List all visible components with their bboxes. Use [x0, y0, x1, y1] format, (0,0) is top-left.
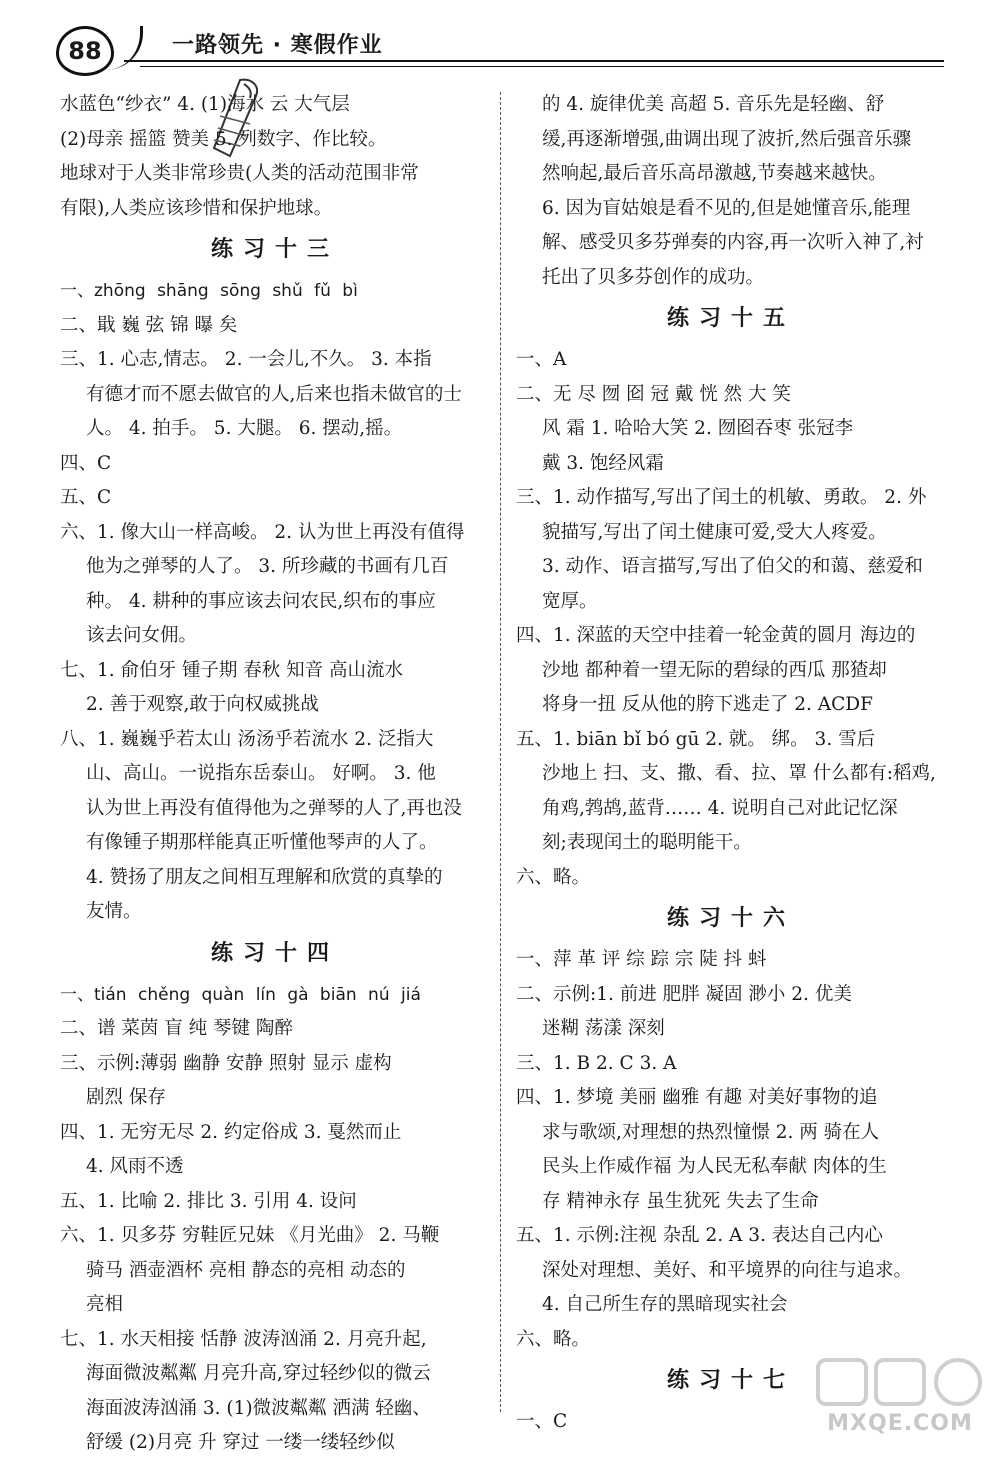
watermark-text: MXQE.COM: [827, 1411, 973, 1436]
answer-line: 二、戢 巍 弦 锦 曝 矣: [60, 314, 238, 336]
answer-line: 6. 因为盲姑娘是看不见的,但是她懂音乐,能理: [542, 197, 911, 219]
answer-line: 一、萍 革 评 综 踪 宗 陡 抖 蚪: [516, 949, 767, 970]
answer-line: 种。 4. 耕种的事应该去问农民,织布的事应: [86, 590, 436, 612]
answer-line: 迷糊 荡漾 深刻: [542, 1018, 665, 1039]
site-watermark: [810, 1352, 990, 1438]
answer-line: 该去问女佣。: [86, 625, 198, 646]
answer-line: 剧烈 保存: [86, 1087, 166, 1108]
answer-line: 二、谱 菜茵 盲 纯 琴键 陶醉: [60, 1018, 293, 1039]
answer-line: 求与歌颂,对理想的热烈憧憬 2. 两 骑在人: [542, 1121, 880, 1143]
answer-line: 缓,再逐渐增强,曲调出现了波折,然后强音乐骤: [542, 128, 912, 150]
answer-line: 地球对于人类非常珍贵(人类的活动范围非常: [60, 163, 419, 184]
answer-line: 沙地上 扫、支、撒、看、拉、罩 什么都有:稻鸡,: [542, 763, 936, 784]
answer-line: 二、无 尽 囫 囵 冠 戴 恍 然 大 笑: [516, 383, 791, 405]
answer-line: 六、1. 贝多芬 穷鞋匠兄妹 《月光曲》 2. 马鞭: [60, 1225, 440, 1246]
header-rule: [124, 60, 944, 62]
page-number-badge: [56, 26, 114, 76]
answer-line: 将身一扭 反从他的胯下逃走了 2. ACDF: [542, 694, 873, 715]
answer-line: 托出了贝多芬创作的成功。: [542, 266, 765, 288]
answer-line: 存 精神永存 虽生犹死 失去了生命: [542, 1190, 819, 1212]
answer-line: 三、1. 心志,情志。 2. 一会儿,不久。 3. 本指: [60, 349, 432, 370]
answer-line: 3. 动作、语言描写,写出了伯父的和蔼、慈爱和: [542, 556, 923, 577]
answer-line: 六、略。: [516, 1328, 591, 1350]
answer-line: 有限),人类应该珍惜和保护地球。: [60, 197, 333, 219]
answer-line: 认为世上再没有值得他为之弹琴的人了,再也没: [86, 797, 462, 819]
answer-line: 4. 风雨不透: [86, 1156, 184, 1177]
answer-line: 4. 自己所生存的黑暗现实社会: [542, 1294, 788, 1315]
answer-line: 刻;表现闰土的聪明能干。: [542, 832, 752, 853]
book-title: 一路领先 · 寒假作业: [172, 33, 383, 58]
header-rule-thin: [140, 66, 944, 67]
section-title-16: 练习十六: [666, 906, 795, 931]
answer-line: 舒缓 (2)月亮 升 穿过 一缕一缕轻纱似: [86, 1432, 395, 1453]
answer-line: 五、1. 比喻 2. 排比 3. 引用 4. 设问: [60, 1190, 357, 1212]
answer-line: 友情。: [86, 901, 142, 922]
answer-line: 风 霜 1. 哈哈大笑 2. 囫囵吞枣 张冠李: [542, 418, 854, 439]
answer-line: 沙地 都种着一望无际的碧绿的西瓜 那猹却: [542, 659, 887, 681]
answer-line: 五、C: [60, 487, 112, 508]
section-title-14: 练习十四: [210, 940, 339, 966]
answer-line: 戴 3. 饱经风霜: [542, 452, 664, 474]
answer-line: (2)母亲 摇篮 赞美 5. 列数字、作比较。: [60, 128, 387, 150]
answer-line: 五、1. 示例:注视 杂乱 2. A 3. 表达自己内心: [516, 1225, 883, 1246]
answer-line: 深处对理想、美好、和平境界的向往与追求。: [542, 1259, 913, 1281]
watermark-logo-icon: [810, 1352, 990, 1412]
answer-line: 三、1. B 2. C 3. A: [516, 1052, 677, 1074]
answer-line: 他为之弹琴的人了。 3. 所珍藏的书画有几百: [86, 556, 449, 577]
answer-line: 四、1. 无穷无尽 2. 约定俗成 3. 戛然而止: [60, 1121, 402, 1143]
page-header: [44, 18, 944, 78]
answer-line: 七、1. 水天相接 恬静 波涛汹涌 2. 月亮升起,: [60, 1328, 427, 1350]
answer-line: 山、高山。一说指东岳泰山。 好啊。 3. 他: [86, 763, 436, 784]
answer-line: 三、1. 动作描写,写出了闰土的机敏、勇敢。 2. 外: [516, 487, 927, 508]
answer-line: 一、zhōng shāng sōng shǔ fǔ bì: [60, 281, 358, 301]
section-title-17: 练习十七: [666, 1368, 795, 1393]
section-title-15: 练习十五: [666, 306, 795, 331]
answer-line: 七、1. 俞伯牙 锺子期 春秋 知音 高山流水: [60, 659, 404, 681]
answer-line: 2. 善于观察,敢于向权威挑战: [86, 694, 319, 715]
answer-line: 4. 赞扬了朋友之间相互理解和欣赏的真挚的: [86, 866, 443, 888]
answer-line: 骑马 酒壶酒杯 亮相 静态的亮相 动态的: [86, 1259, 406, 1281]
answer-line: 六、1. 像大山一样高峻。 2. 认为世上再没有值得: [60, 521, 465, 543]
answer-line: 一、A: [516, 349, 567, 370]
answer-line: 四、C: [60, 452, 112, 474]
answer-line: 二、示例:1. 前进 肥胖 凝固 渺小 2. 优美: [516, 983, 852, 1005]
column-divider: [500, 92, 501, 1412]
answer-line: 亮相: [86, 1294, 124, 1315]
section-title-13: 练习十三: [210, 237, 339, 262]
answer-line: 貌描写,写出了闰土健康可爱,受大人疼爱。: [542, 521, 887, 543]
answer-line: 四、1. 深蓝的天空中挂着一轮金黄的圆月 海边的: [516, 625, 916, 646]
answer-line: 五、1. biān bǐ bó gū 2. 就。 绑。 3. 雪后: [516, 728, 876, 750]
page-number: 88: [68, 37, 102, 65]
answer-line: 角鸡,鹁鸪,蓝背…… 4. 说明自己对此记忆深: [542, 797, 898, 819]
answer-line: 宽厚。: [542, 590, 598, 612]
left-column: [60, 88, 490, 1453]
answer-line: 四、1. 梦境 美丽 幽雅 有趣 对美好事物的追: [516, 1087, 878, 1108]
answer-line: 人。 4. 拍手。 5. 大腿。 6. 摆动,摇。: [86, 418, 403, 439]
answer-line: 有德才而不愿去做官的人,后来也指未做官的士: [86, 383, 462, 405]
answer-line: 然响起,最后音乐高昂激越,节奏越来越快。: [542, 163, 887, 184]
answer-line: 一、C: [516, 1411, 568, 1432]
answer-line: 三、示例:薄弱 幽静 安静 照射 显示 虚构: [60, 1052, 392, 1074]
answer-line: 的 4. 旋律优美 高超 5. 音乐先是轻幽、舒: [542, 94, 885, 115]
answer-line: 解、感受贝多芬弹奏的内容,再一次听入神了,衬: [542, 232, 924, 253]
answer-line: 一、tián chěng quàn lín gà biān nú jiá: [60, 984, 421, 1005]
answer-line: 六、略。: [516, 866, 591, 888]
answer-line: 民头上作威作福 为人民无私奉献 肉体的生: [542, 1156, 887, 1177]
answer-line: 水蓝色“纱衣” 4. (1)海水 云 大气层: [60, 94, 350, 115]
answer-line: 海面微波粼粼 月亮升高,穿过轻纱似的微云: [86, 1363, 431, 1384]
answer-line: 海面波涛汹涌 3. (1)微波粼粼 洒满 轻幽、: [86, 1397, 431, 1419]
answer-line: 八、1. 巍巍乎若太山 汤汤乎若流水 2. 泛指大: [60, 728, 434, 750]
answer-line: 有像锺子期那样能真正听懂他琴声的人了。: [86, 832, 438, 853]
